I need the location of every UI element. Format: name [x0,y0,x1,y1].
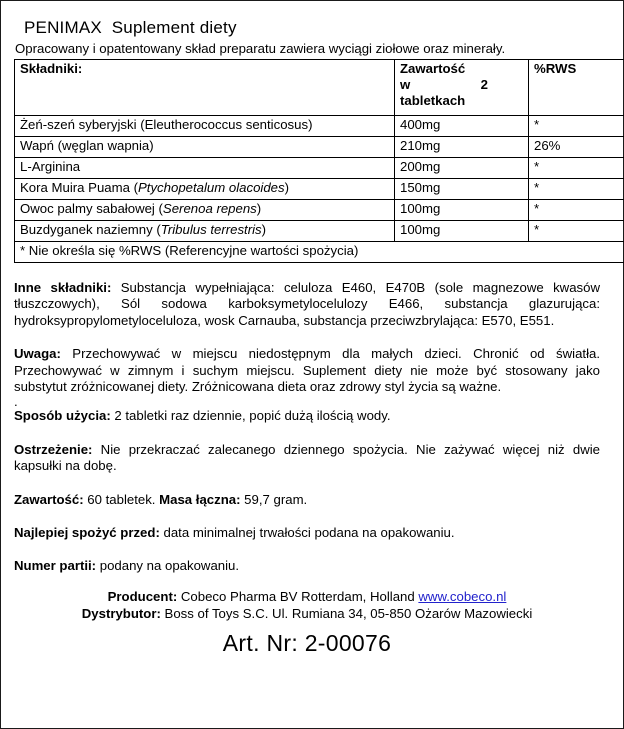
ingredient-name-text: Kora Muira Puama ( [20,180,138,195]
other-ingredients-text: Substancja wypełniająca: celuloza E460, E470B (sole magnezowe kwasów tłuszczowych), Sól sodowa karboksymetylocelulozy E466, substancja glazurująca: hydroksypropylometyloceluloza, wosk Carnauba, substancja przeciwzbrylająca: E570, E551. [14,280,600,328]
mass-text: 59,7 gram. [240,491,308,507]
ingredient-latin-name: Ptychopetalum olacoides [138,180,285,195]
content-paragraph [14,492,600,508]
cell-amount: 100mg [395,221,529,242]
ingredient-name-text: Buzdyganek naziemny ( [20,222,161,237]
cell-ingredient-name [15,158,395,179]
other-ingredients-label: Inne składniki: [14,280,112,295]
producer-website-link[interactable]: www.cobeco.nl [418,588,507,604]
cell-rws: * [529,221,624,242]
cell-ingredient-name [15,179,395,200]
spacer [14,263,600,280]
content-label: Zawartość: [14,491,84,507]
page-title: PENIMAX Suplement diety [24,18,237,37]
table-body [15,116,624,263]
ingredient-name-tail: ) [256,201,262,216]
ingredient-name-text: Owoc palmy sabałowej ( [20,201,163,216]
spacer [14,475,600,492]
mass-label: Masa łączna: [159,491,241,507]
content-text: 60 tabletek. [83,491,160,507]
column-header-amount-line1: Zawartość [400,61,466,76]
table-footnote: * Nie określa się %RWS (Referencyjne wartości spożycia) [15,242,624,263]
best-before-label: Najlepiej spożyć przed: [14,525,160,541]
ingredient-name-text: L-Arginina [20,159,81,174]
document-body [14,17,600,658]
distributor-label: Dystrybutor: [81,605,161,621]
ingredient-latin-name: Tribulus terrestris [160,222,262,237]
ingredient-latin-name: Serenoa repens [162,201,257,216]
other-ingredients-paragraph [14,280,600,329]
table-header-row [15,60,624,116]
caution-text: Nie przekraczać zalecanego dziennego spożycia. Nie zażywać więcej niż dwie kapsułki na dobę. [14,441,600,474]
table-row [15,158,624,179]
cell-rws: * [529,179,624,200]
ingredient-name-tail: ) [261,222,267,237]
column-header-amount-line2 [400,77,488,93]
batch-number-label: Numer partii: [14,558,97,574]
cell-rws: * [529,158,624,179]
spacer [14,575,600,588]
article-number: Art. Nr: 2-00076 [222,629,392,656]
cell-ingredient-name [15,221,395,242]
distributor-text: Boss of Toys S.C. Ul. Rumiana 34, 05-850 Ożarów Mazowiecki [160,605,533,621]
table-row [15,221,624,242]
warning-text: Przechowywać w miejscu niedostępnym dla małych dzieci. Chronić od światła. Przechowywać w zimnym i suchym miejscu. Suplement diety nie może być stosowany jako substytut zróżnicowanej diety. Zróżnicowana dieta oraz zdrowy styl życia są ważne. [14,346,600,395]
ingredient-name-tail: ) [284,180,290,195]
ingredient-name-tail: ) [308,117,313,132]
batch-number-paragraph [14,558,600,574]
stray-dot-line: . [14,394,18,410]
usage-paragraph [14,408,600,424]
cell-rws: 26% [529,137,624,158]
ingredients-table [14,59,624,263]
cell-amount: 400mg [395,116,529,137]
spacer [14,329,600,346]
spacer [14,508,600,525]
spacer [14,541,600,558]
producer-label: Producent: [107,588,178,604]
warning-label: Uwaga: [14,346,61,362]
table-header [15,60,624,116]
usage-label: Sposób użycia: [14,408,111,424]
table-row [15,116,624,137]
ingredient-latin-name: Eleutherococcus senticosus [144,117,309,132]
column-header-amount [395,60,529,116]
cell-amount: 200mg [395,158,529,179]
caution-label: Ostrzeżenie: [14,441,93,457]
producer-line [14,588,600,605]
cell-rws: * [529,200,624,221]
best-before-paragraph [14,525,600,541]
caution-paragraph [14,442,600,475]
ingredient-name-text: Wapń (węglan wapnia) [20,138,154,153]
spacer [14,425,600,442]
column-header-amount-w: w [400,77,411,92]
cell-amount: 210mg [395,137,529,158]
cell-amount: 150mg [395,179,529,200]
column-header-rws: %RWS [529,60,624,116]
usage-text: 2 tabletki raz dziennie, popić dużą ilością wody. [110,408,391,424]
cell-ingredient-name [15,200,395,221]
page-subtitle: Opracowany i opatentowany skład preparatu zawiera wyciągi ziołowe oraz minerały. [15,41,506,56]
cell-ingredient-name [15,137,395,158]
cell-ingredient-name [15,116,395,137]
producer-text: Cobeco Pharma BV Rotterdam, Holland [177,588,419,604]
table-row [15,200,624,221]
table-row [15,137,624,158]
column-header-ingredients: Składniki: [15,60,395,116]
distributor-line [14,605,600,622]
warning-paragraph [14,346,600,395]
cell-rws: * [529,116,624,137]
table-row [15,179,624,200]
best-before-text: data minimalnej trwałości podana na opakowaniu. [159,525,455,541]
cell-amount: 100mg [395,200,529,221]
ingredient-name-text: Żeń-szeń syberyjski ( [20,117,145,132]
column-header-amount-line3: tabletkach [400,93,466,108]
column-header-amount-count: 2 [480,77,488,92]
batch-number-text: podany na opakowaniu. [96,558,240,574]
table-footnote-row [15,242,624,263]
